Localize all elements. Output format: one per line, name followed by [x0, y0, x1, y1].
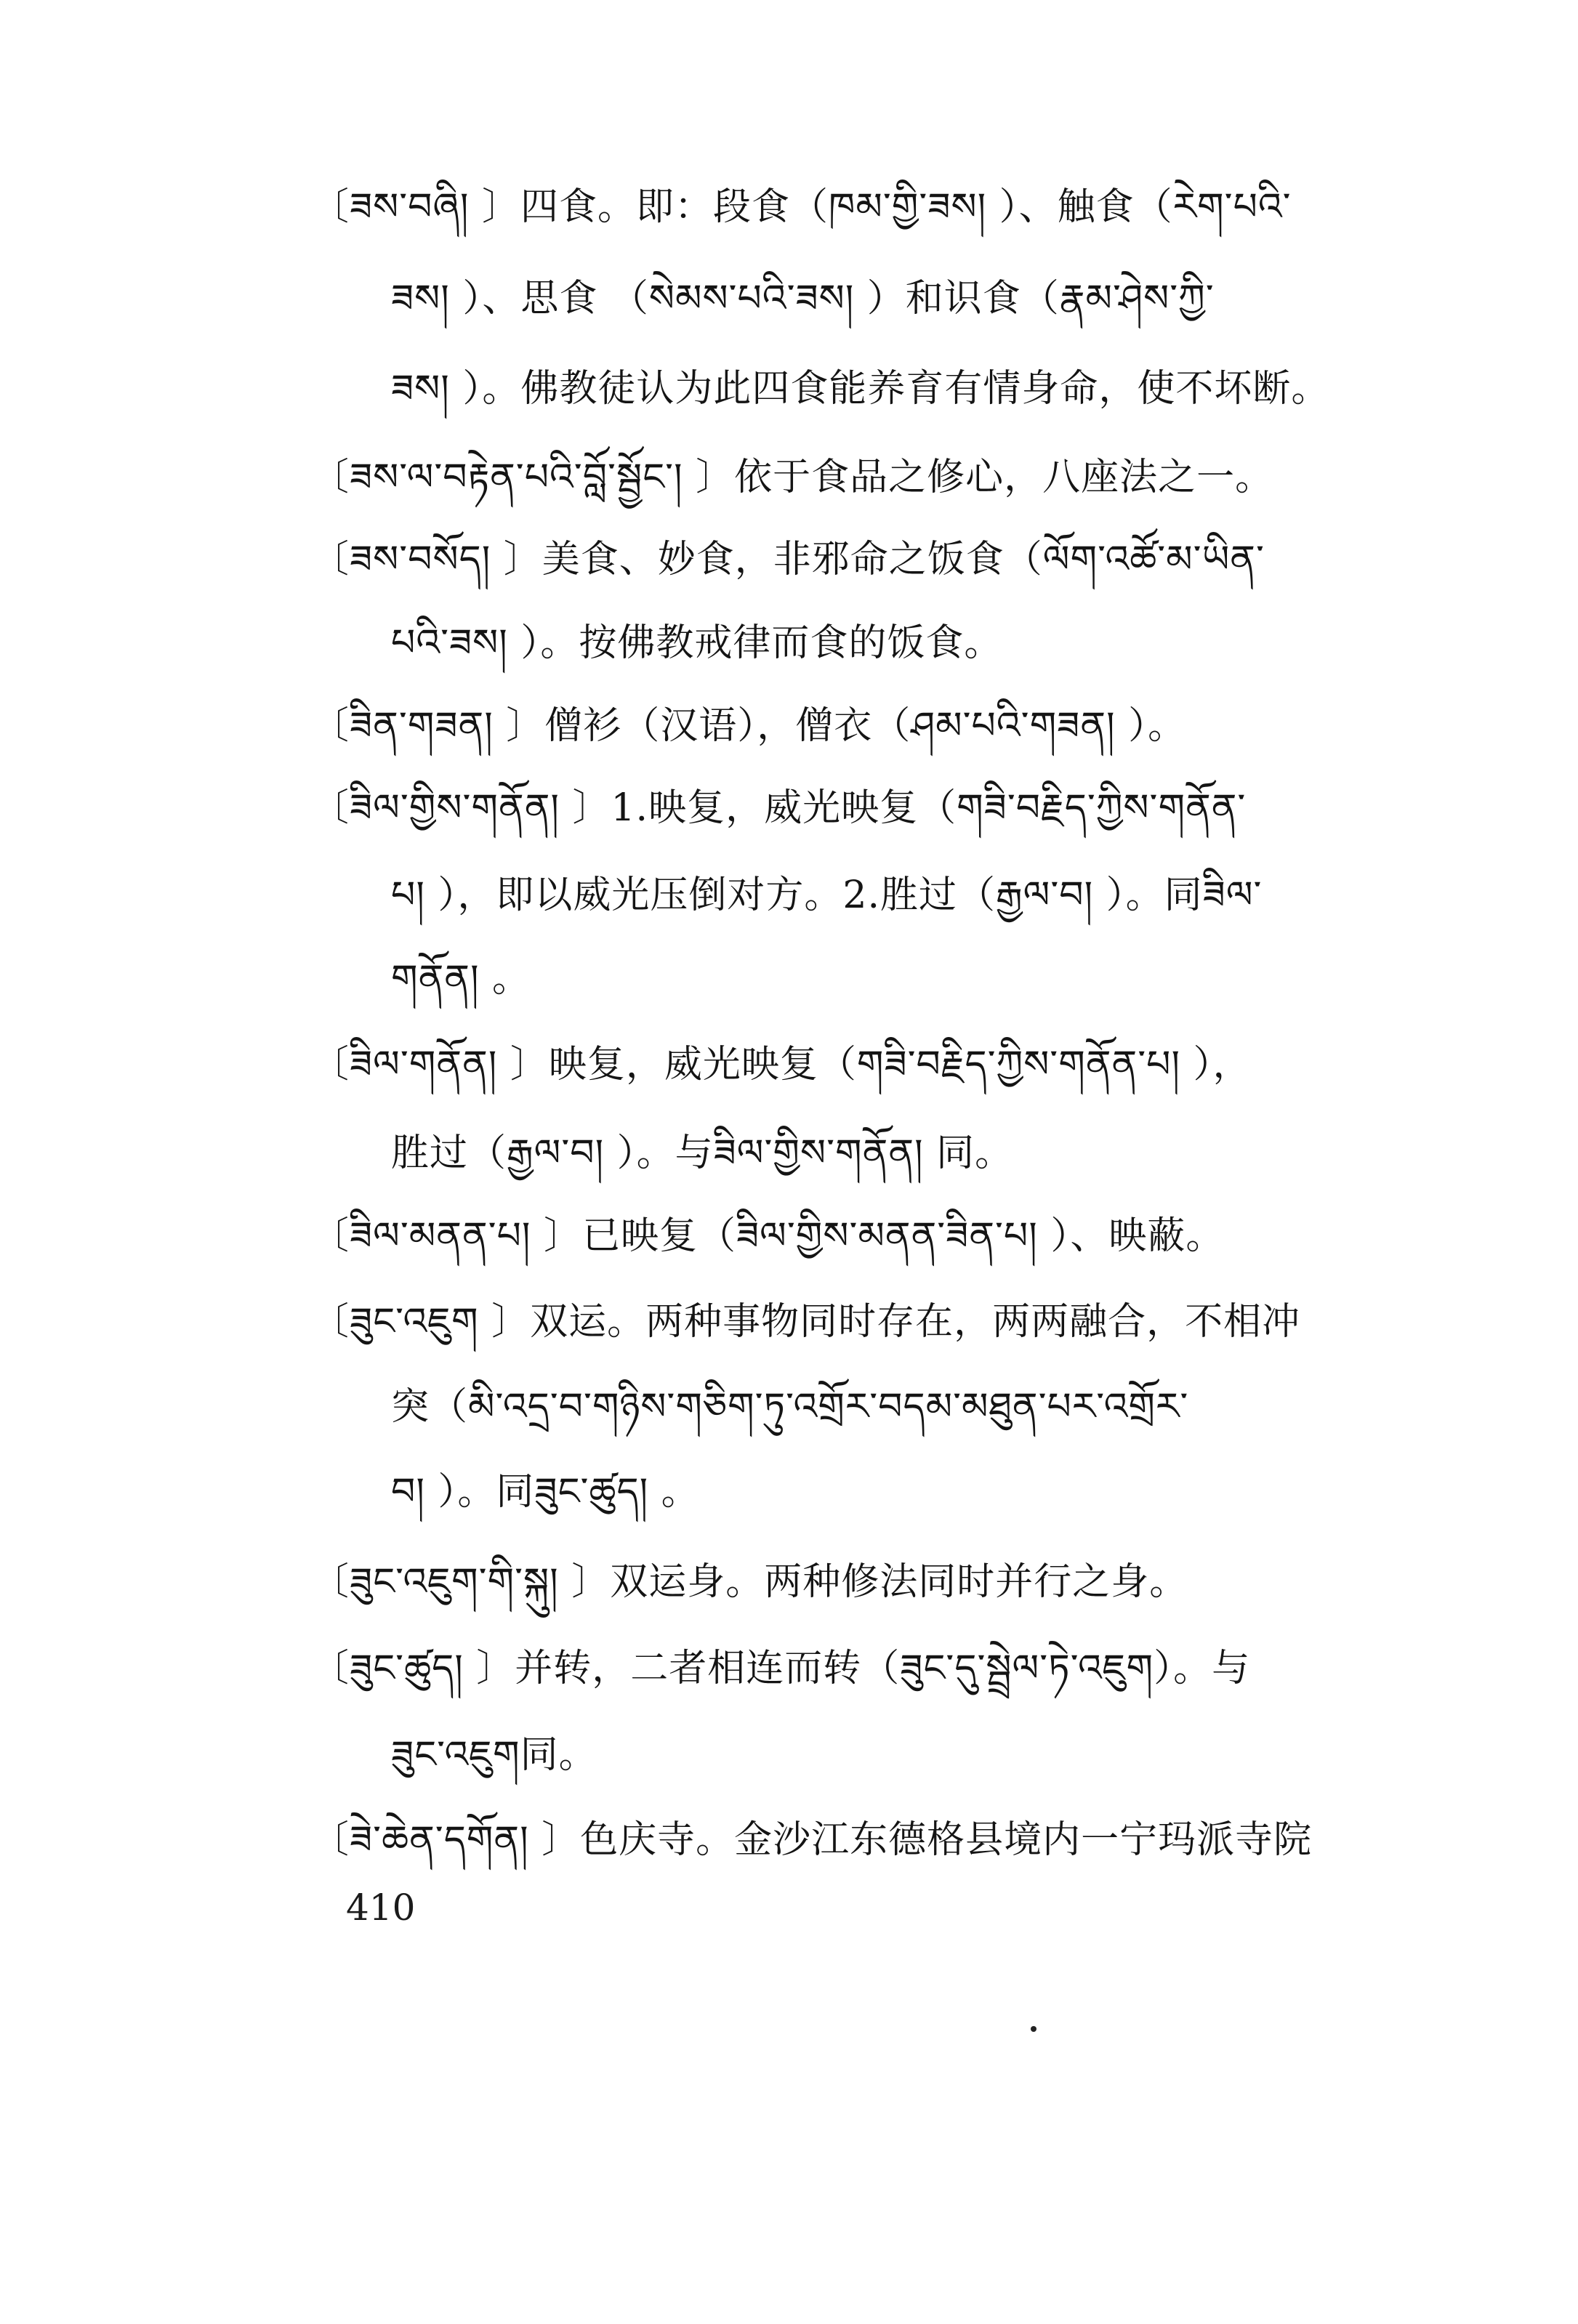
- entry-line: ཟས། ）、思食 （སེམས་པའི་ཟས། ）和识食（རྣམ་ཤེས་ཀྱི་: [391, 277, 1215, 320]
- entry-line: 〔ཟས་ལ་བརྟེན་པའི་བློ་སྦྱོང་། 〕依于食品之修心，八座法之一。: [311, 456, 1274, 499]
- entry-line: བ། ）。同ཟུང་ཚུད། 。: [391, 1470, 700, 1514]
- entry-line: ཟས། ）。佛教徒认为此四食能养育有情身命，使不坏断。: [391, 367, 1330, 411]
- entry-line: པ། ），即以威光压倒对方。2.胜过（རྒྱལ་བ། ）。同ཟིལ་: [391, 873, 1263, 917]
- entry-line: 〔ཟེ་ཆེན་དགོན། 〕色庆寺。金沙江东德格县境内一宁玛派寺院: [311, 1818, 1313, 1862]
- entry-line: 〔ཟིལ་གྱིས་གནོན། 〕1.映复，威光映复（གཟི་བརྗིད་ཀྱིས་གནོན་: [311, 786, 1247, 830]
- entry-line: 〔ཟིལ་གནོན། 〕映复，威光映复（གཟི་བརྗིད་ཀྱིས་གནོན་པ། ），: [311, 1043, 1252, 1086]
- entry-line: 〔ཟུང་འཇུག 〕双运。两种事物同时存在，两两融合，不相冲: [311, 1300, 1301, 1344]
- entry-line: 胜过（རྒྱལ་བ། ）。与ཟིལ་གྱིས་གནོན། 同。: [391, 1131, 1014, 1175]
- entry-line: 〔ཟིན་གཟན། 〕僧衫（汉语），僧衣（ཤམ་པའི་གཟན། ）。: [311, 704, 1187, 748]
- entry-line: 〔ཟུང་ཚུད། 〕并转，二者相连而转（ཟུང་དུ་སྦྲེལ་ཏེ་འཇུག）。与: [311, 1647, 1251, 1690]
- entry-line: ཟུང་འཇུག同。: [391, 1733, 597, 1777]
- entry-line: པའི་ཟས། ）。按佛教戒律而食的饭食。: [391, 621, 1003, 665]
- entry-line: 〔ཟས་བཞི། 〕四食。即：段食（ཁམ་གྱི་ཟས། ）、触食（རེག་པའི་: [311, 185, 1292, 229]
- page-number: 410: [346, 1887, 416, 1929]
- entry-line: གནོན། 。: [391, 957, 531, 1001]
- entry-line: 〔ཟིལ་མནན་པ། 〕已映复（ཟིལ་གྱིས་མནན་ཟིན་པ། ）、映蔽。: [311, 1214, 1225, 1258]
- entry-line: 〔ཟས་བསོད། 〕美食、妙食，非邪命之饭食（ལོག་འཚོ་མ་ཡིན་: [311, 538, 1265, 581]
- entry-line: 突（མི་འདྲ་བ་གཉིས་གཅིག་ཏུ་འགྲོར་བདམ་མཐུན་པར་འགྲོར་: [391, 1385, 1189, 1429]
- print-speck: [1031, 2026, 1036, 2032]
- entry-line: 〔ཟུང་འཇུག་གི་སྐུ། 〕双运身。两种修法同时并行之身。: [311, 1560, 1188, 1604]
